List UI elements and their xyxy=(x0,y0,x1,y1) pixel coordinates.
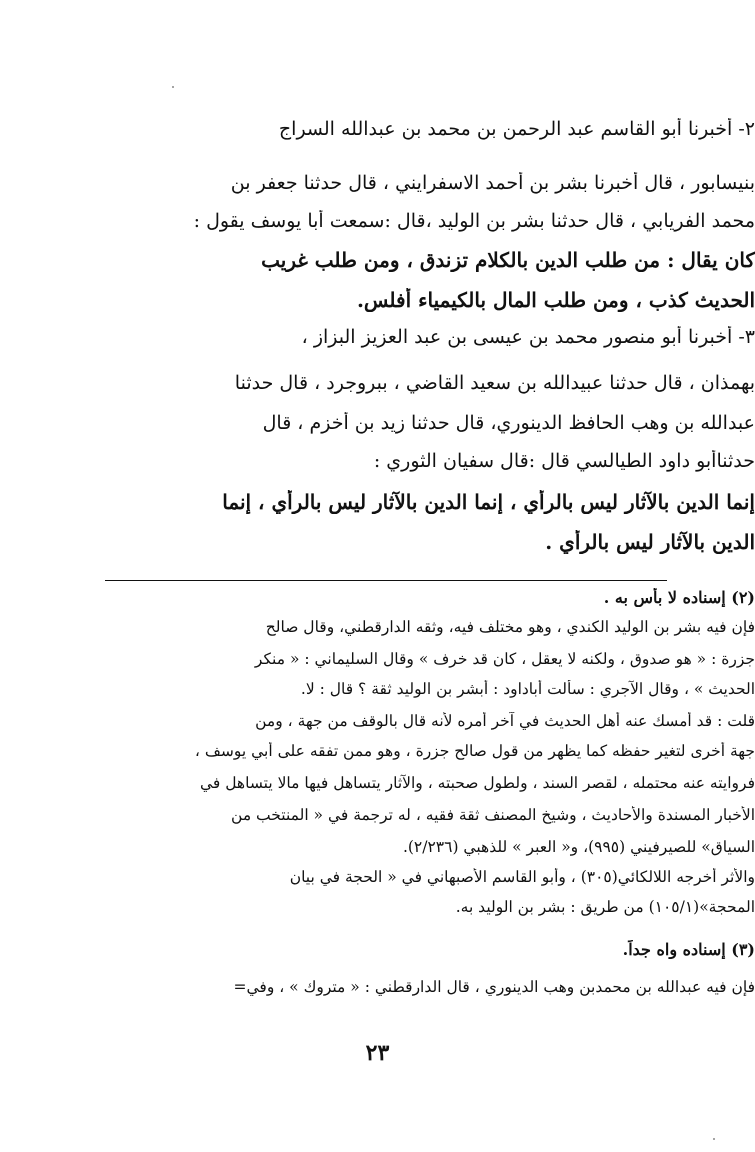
footnote-heading: (٣) إسناده واه جداً. xyxy=(622,940,755,959)
text-line: كان يقال : من طلب الدين بالكلام تزندق ، ومن طلب غريب xyxy=(261,248,755,272)
text-line: عبدالله بن وهب الحافظ الدينوري، قال حدثنا زيد بن أخزم ، قال xyxy=(262,412,755,434)
scan-speck xyxy=(713,1138,715,1140)
footnote-line: فإن فيه عبدالله بن محمدبن وهب الدينوري ، قال الدارقطني : « متروك » ، وفي= xyxy=(233,978,755,996)
footnote-heading: (٢) إسناده لا بأس به . xyxy=(603,588,755,607)
footnote-line: الحديث » ، وقال الآجري : سألت أباداود : أبشر بن الوليد ثقة ؟ قال : لا. xyxy=(300,680,755,698)
footnote-line: قلت : قد أمسك عنه أهل الحديث في آخر أمره لأنه قال بالوقف من جهة ، ومن xyxy=(255,712,755,730)
footnote-line: جهة أخرى لتغير حفظه كما يظهر من قول صالح جزرة ، وهو ممن تفقه على أبي يوسف ، xyxy=(194,742,755,760)
text-line: ٢- أخبرنا أبو القاسم عبد الرحمن بن محمد بن عبدالله السراج xyxy=(278,118,755,140)
scan-speck xyxy=(172,86,174,88)
text-line: حدثناأبو داود الطيالسي قال :قال سفيان الثوري : xyxy=(373,450,755,472)
footnote-line: السياق» للصيرفيني (٩٩٥)، و« العبر » للذهبي (٢/٢٣٦). xyxy=(402,838,755,856)
text-line: الحديث كذب ، ومن طلب المال بالكيمياء أفلس. xyxy=(356,288,755,312)
text-line: إنما الدين بالآثار ليس بالرأي ، إنما الدين بالآثار ليس بالرأي ، إنما xyxy=(222,490,755,514)
footnote-line: فإن فيه بشر بن الوليد الكندي ، وهو مختلف فيه، وثقه الدارقطني، وقال صالح xyxy=(265,618,755,636)
footnote-separator xyxy=(105,580,667,581)
text-line: بهمذان ، قال حدثنا عبيدالله بن سعيد القاضي ، ببروجرد ، قال حدثنا xyxy=(234,372,755,394)
page-number: ٢٣ xyxy=(365,1040,390,1066)
text-line: الدين بالآثار ليس بالرأي . xyxy=(545,530,755,554)
text-line: ٣- أخبرنا أبو منصور محمد بن عيسى بن عبد العزيز البزاز ، xyxy=(301,326,755,348)
text-line: محمد الفريابي ، قال حدثنا بشر بن الوليد ،قال :سمعت أبا يوسف يقول : xyxy=(193,210,755,232)
footnote-line: المحجة»(١٠٥/١) من طريق : بشر بن الوليد به. xyxy=(455,898,755,916)
footnote-line: الأخبار المسندة والأحاديث ، وشيخ المصنف ثقة فقيه ، له ترجمة في « المنتخب من xyxy=(231,806,755,824)
footnote-line: فروايته عنه محتمله ، لقصر السند ، ولطول صحبته ، والآثار يتساهل فيها مالا يتساهل في xyxy=(199,774,755,792)
text-line: بنيسابور ، قال أخبرنا بشر بن أحمد الاسفرايني ، قال حدثنا جعفر بن xyxy=(230,172,755,194)
footnote-line: والأثر أخرجه اللالكائي(٣٠٥) ، وأبو القاسم الأصبهاني في « الحجة في بيان xyxy=(289,868,755,886)
footnote-line: جزرة : « هو صدوق ، ولكنه لا يعقل ، كان قد خرف » وقال السليماني : « منكر xyxy=(254,650,755,668)
